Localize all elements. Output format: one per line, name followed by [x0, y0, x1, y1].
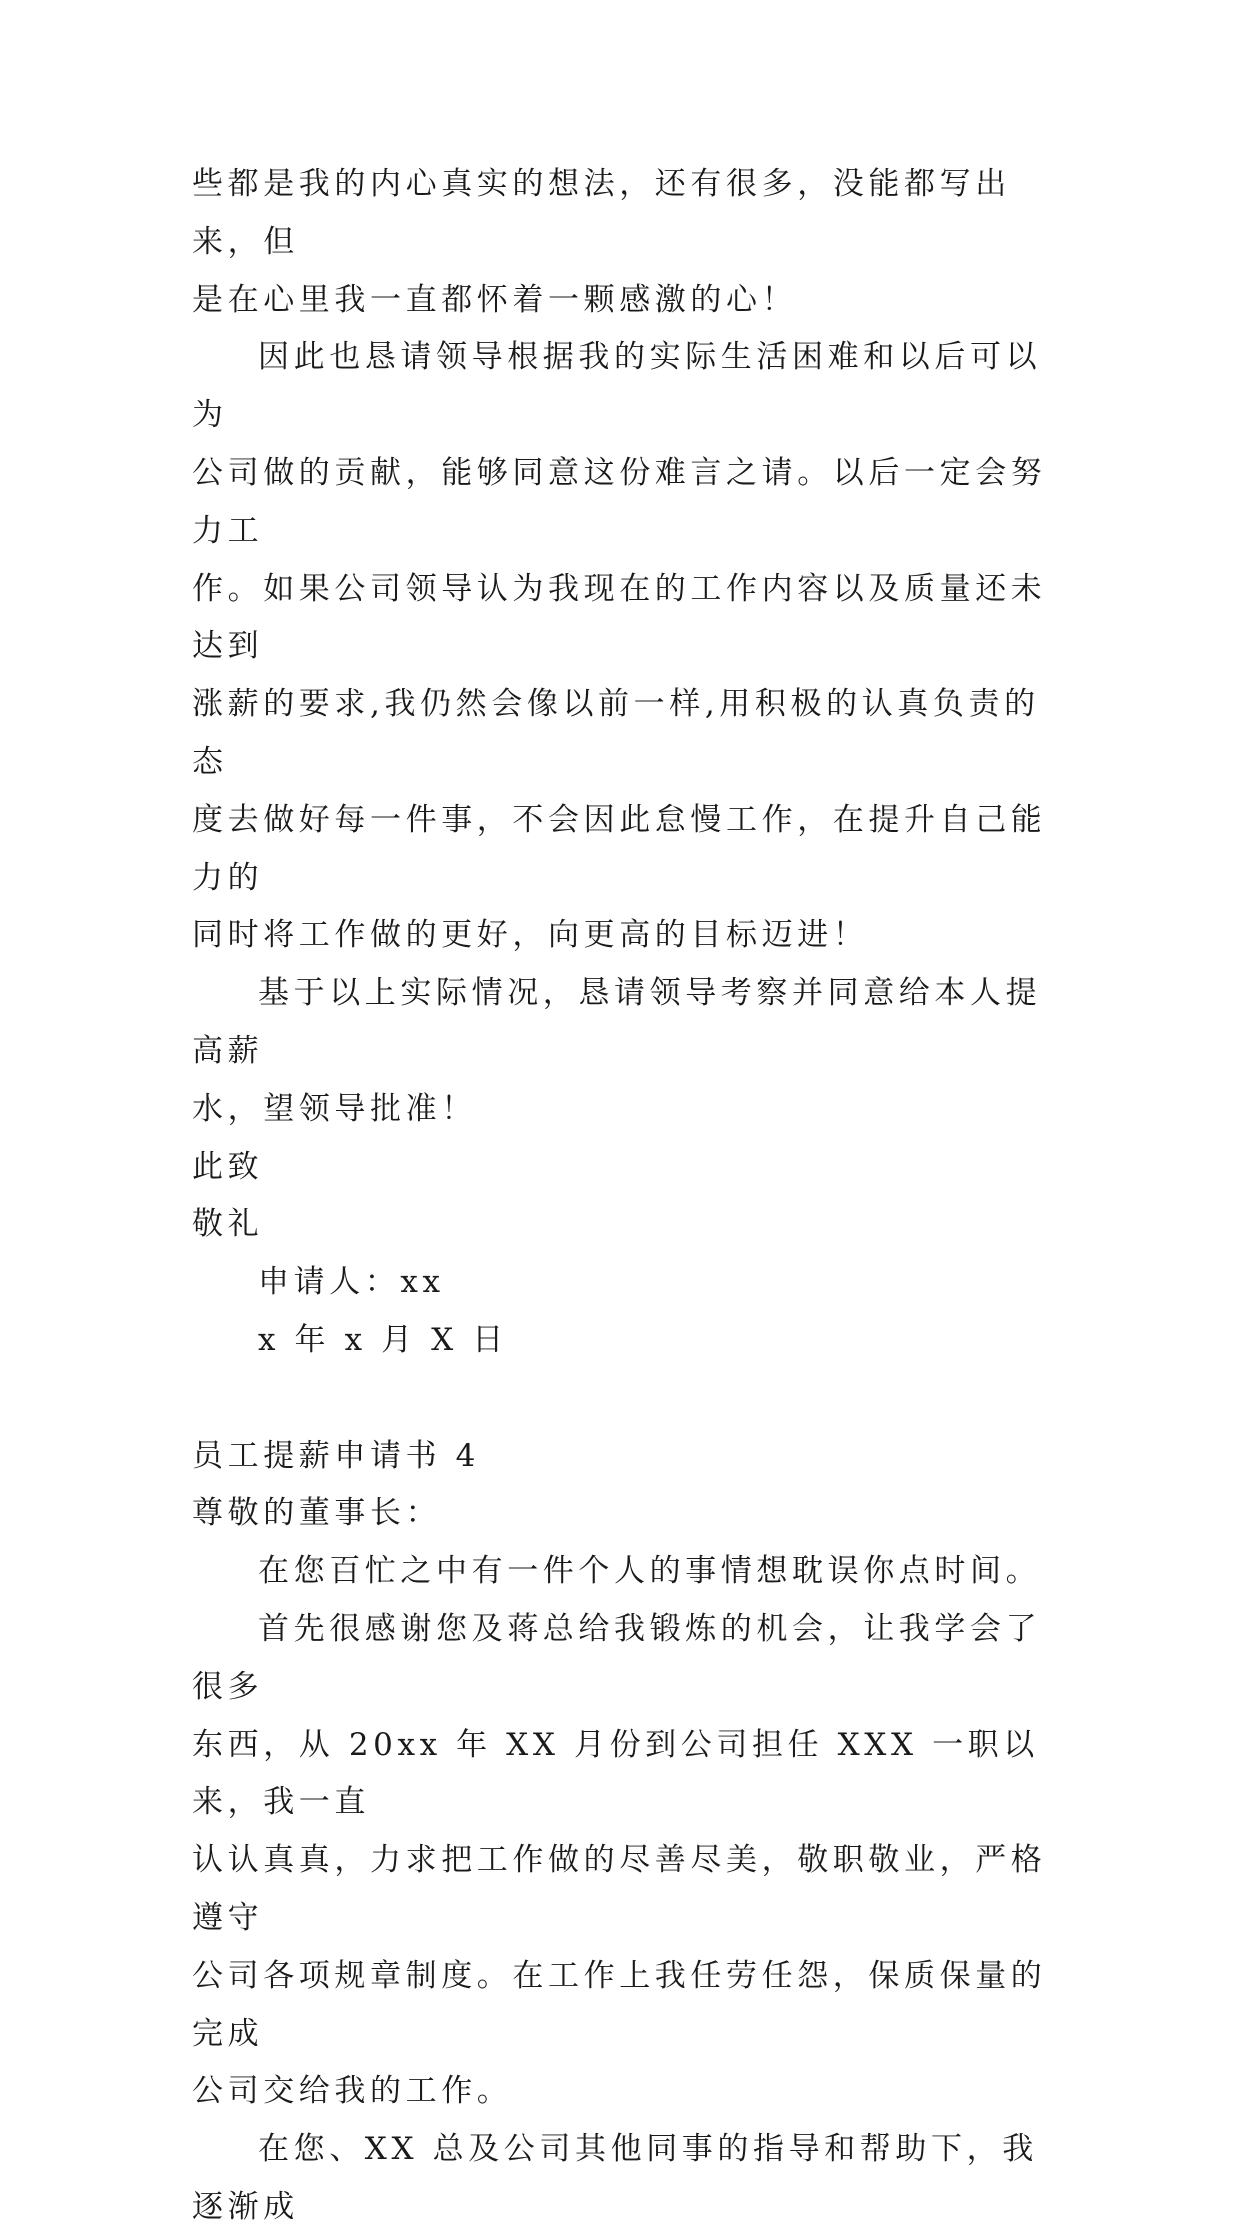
paragraph-request — [192, 329, 1052, 965]
closing-line-2: 敬礼 — [192, 1206, 264, 1243]
section-spacer — [192, 1370, 1052, 1428]
text-line: 涨薪的要求,我仍然会像以前一样,用积极的认真负责的态 — [192, 686, 1040, 780]
paragraph-continuation — [192, 156, 1052, 329]
text-line: 度去做好每一件事，不会因此怠慢工作，在提升自己能力的 — [192, 801, 1047, 896]
text-line: 基于以上实际情况，恳请领导考察并同意给本人提高薪 — [192, 975, 1042, 1069]
paragraph-opening — [192, 1543, 1052, 1601]
text-line: 因此也恳请领导根据我的实际生活困难和以后可以为 — [192, 339, 1042, 434]
text-line: 水，望领导批准！ — [192, 1090, 477, 1127]
text-line: 认认真真，力求把工作做的尽善尽美，敬职敬业，严格遵守 — [192, 1842, 1047, 1936]
paragraph-thanks — [192, 1601, 1052, 2121]
text-line: 东西，从 20xx 年 XX 月份到公司担任 XXX 一职以来，我一直 — [192, 1726, 1039, 1821]
signature-date: x 年 x 月 X 日 — [258, 1321, 508, 1358]
document-body — [192, 156, 1052, 2237]
text-line: 公司各项规章制度。在工作上我任劳任怨，保质保量的完成 — [192, 1957, 1047, 2052]
salutation: 尊敬的董事长： — [192, 1495, 442, 1532]
text-line: 公司做的贡献，能够同意这份难言之请。以后一定会努力工 — [192, 454, 1047, 549]
paragraph-growth — [192, 2121, 1052, 2237]
text-line: 首先很感谢您及蒋总给我锻炼的机会，让我学会了很多 — [192, 1610, 1042, 1705]
text-line: 公司交给我的工作。 — [192, 2073, 513, 2110]
paragraph-conclusion — [192, 965, 1052, 1138]
text-line: 些都是我的内心真实的想法，还有很多，没能都写出来，但 — [192, 166, 1011, 260]
text-line: 同时将工作做的更好，向更高的目标迈进！ — [192, 917, 869, 954]
text-line: 是在心里我一直都怀着一颗感激的心！ — [192, 281, 798, 318]
text-line: 在您百忙之中有一件个人的事情想耽误你点时间。 — [258, 1553, 1042, 1590]
text-line: 在您、XX 总及公司其他同事的指导和帮助下，我逐渐成 — [192, 2131, 1038, 2225]
text-line: 作。如果公司领导认为我现在的工作内容以及质量还未达到 — [192, 570, 1047, 665]
signature-applicant: 申请人：xx — [258, 1264, 445, 1301]
section-title: 员工提薪申请书 4 — [192, 1437, 480, 1474]
closing-line-1: 此致 — [192, 1148, 264, 1185]
